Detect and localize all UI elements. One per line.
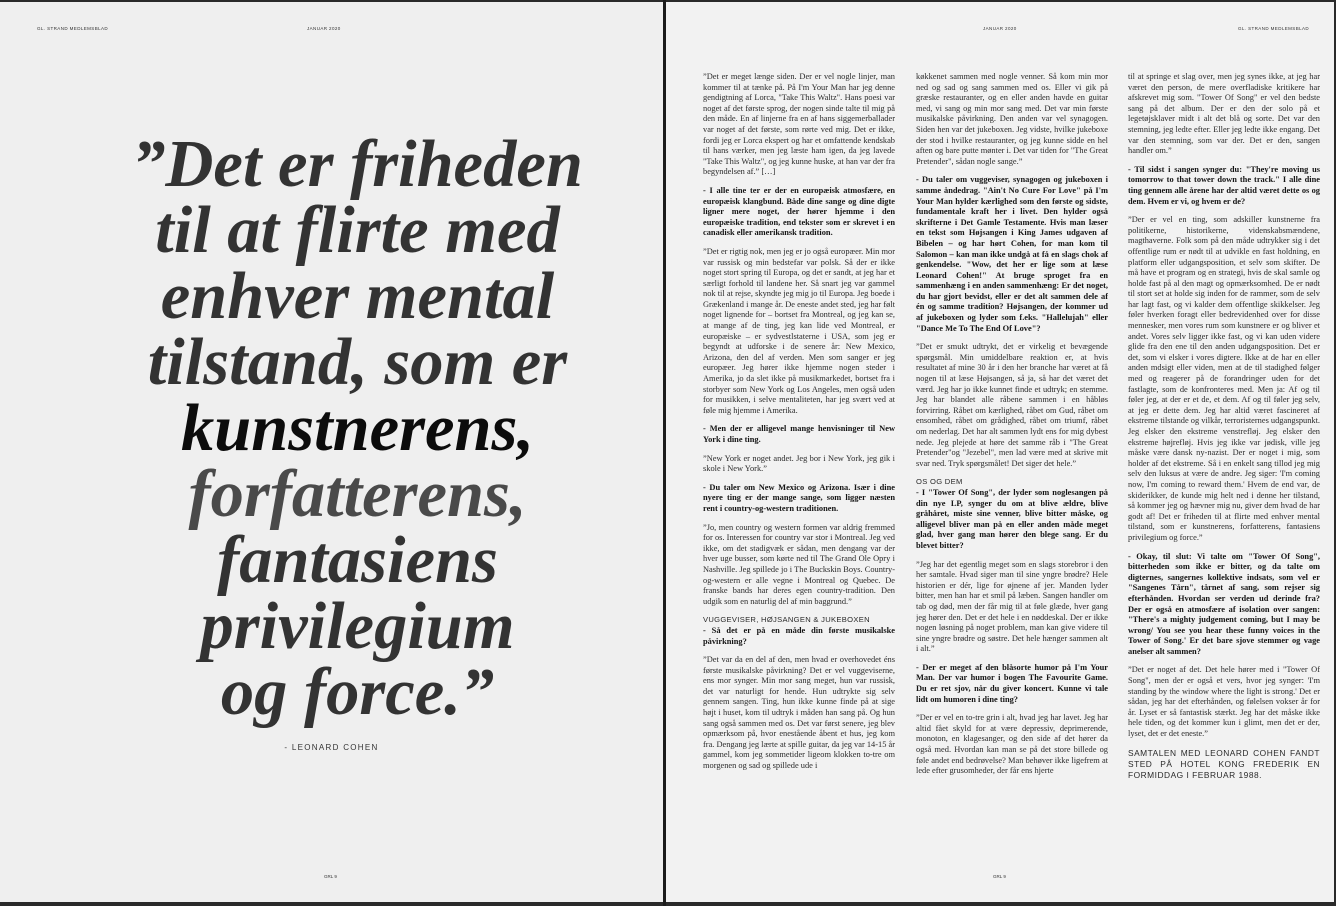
answer-paragraph: ”Det var da en del af den, men hvad er overhovedet éns første musikalske påvirkning? Det er vel vuggeviserne, ens mor synger. Min mor sang meget, hun var russisk, det var naturligt for hende. Hun udtrykte sig selv gennem sangen. Ting, hun ikke kunne finde på at sige højt i huset, kom til udtryk i måden han sang på. Og hun sang også sammen med os. Det var først senere, jeg blev opmærksom på, hvor enestående åbent et hus, jeg kom fra. Dengang jeg lærte at spille guitar, da jeg var 14-15 år gammel, kom jeg sommetider ligeom klokken to-tre om morgenen og sad og spillede ude i — [703, 655, 895, 771]
pull-quote-line: forfatterens, — [188, 458, 527, 531]
text-column-2 — [916, 72, 1108, 868]
text-column-1 — [703, 72, 895, 868]
left-page — [0, 2, 663, 902]
interview-signoff: SAMTALEN MED LEONARD COHEN FANDT STED PÅ HOTEL KONG FREDERIK EN FORMIDDAG I FEBRUAR 1988. — [1128, 747, 1320, 780]
page-folio: GRL 9 — [324, 874, 337, 879]
pull-quote — [70, 128, 645, 729]
answer-paragraph: ”Jeg har det egentlig meget som en slags storebror i den her samtale. Hvad siger man til sine yngre brødre? Hele historien er dér, lige for øjnene af jer. Manden lyder bitter, men han har et smil på læben. Sangen handler om tab og død, men der får mig til at føle glæde, hver gang jeg hører den. Det er det hele i en nøddeskal. Der er ikke nogen løsning på noget problem, man kan give videre til sine yngre brødre og søstre. Det hele hænger sammen alt i alt.” — [916, 559, 1108, 654]
right-page — [666, 2, 1334, 902]
answer-paragraph: til at springe et slag over, men jeg synes ikke, at jeg har været den person, de mere overfladiske kritikere har afskrevet mig som. "Tower Of Song" er vel den bedste sang på det album. Der er den der solo på et legetøjsklaver midt i alt det blå og sorte. Det var den stemning, jeg ledte efter. Eller jeg ledte ikke engang. Det var den stemning, som var der. Det er den, sangen handler om.” — [1128, 72, 1320, 156]
page-folio: GRL 9 — [993, 874, 1006, 879]
question-paragraph: - Men der er alligevel mange henvisninger til New York i dine ting. — [703, 424, 895, 444]
pull-quote-line: enhver mental — [160, 260, 555, 333]
pull-quote-line: tilstand, som er — [147, 326, 568, 399]
pull-quote-line: privilegium — [200, 590, 515, 663]
pull-quote-line: til at flirte med — [155, 194, 560, 267]
answer-paragraph: ”Der er vel en to-tre grin i alt, hvad jeg har lavet. Jeg har altid fået skyld for at være depressiv, deprimerende, monoton, en klagesanger, og den side af det hører da også med. Hvordan kan man se på det store billede og føle andet end bedrøvelse? Man behøver ikke ligefrem at lede efter grusomheder, der får ens hjerte — [916, 713, 1108, 776]
answer-paragraph: ”Det er smukt udtrykt, det er virkelig et bevægende spørgsmål. Min umiddelbare reaktion er, at hvis resultatet af mine 30 år i den her branche har været at få nogen til at læse Højsangen, så ja, så har det været det værd. Jeg har jo ikke kunnet finde et udtryk; en stemme. Jeg har blandet alle råbene sammen i en håbløs forvirring. Råbet om kærlighed, råbet om Gud, råbet om ensomhed, råbet om grådighed, råbet om triumf, råbet om nederlag. Det har alt sammen lydt ens for mig dybest nede. Jeg plejede at høre det samme råb i "The Great Pretender"og "Jezebel", men lad være med at skrive mit svar ned. Tryk spørgsmålet! Det siger det hele.” — [916, 342, 1108, 468]
question-paragraph: - Du taler om New Mexico og Arizona. Især i dine nyere ting er der mange sange, som ligger næsten rent i country-og-western traditionen. — [703, 482, 895, 513]
answer-paragraph: ”Det er noget af det. Det hele hører med i "Tower Of Song", men der er også et vers, hvor jeg synger: 'I'm standing by the window where the light is strong.' Det er sådan, jeg har det efterhånden, og følelsen vokser år for år. Lyset er så fantastisk stærkt. Jeg har det måske ikke hele tiden, og det kommer kun i glimt, men det er der, lyset, det er det eneste.” — [1128, 665, 1320, 739]
pull-quote-line: fantasiens — [217, 524, 498, 597]
question-paragraph: - I "Tower Of Song", der lyder som noglesangen på din nye LP, synger du om at blive ældre, blive gråhåret, miste sine venner, blive bitter måske, og alligevel bliver man på en eller anden måde meget glad, hver gang man hører den blege sang. Er du blevet bitter? — [916, 487, 1108, 550]
question-paragraph: - Til sidst i sangen synger du: "They're moving us tomorrow to that tower down the track." I alle dine ting gennem alle årene har der altid været dette os og dem. Hvem er vi, og hvem er de? — [1128, 164, 1320, 206]
running-header-publication: GL. STRAND MEDLEMSBLAD — [37, 26, 109, 31]
pull-quote-line: kunstnerens, — [181, 392, 534, 465]
question-paragraph: - Du taler om vuggeviser, synagogen og jukeboxen i samme åndedrag. "Ain't No Cure For Love" på I'm Your Man hylder kærlighed som den første og sidste, fundamentale kraft her i livet. Den hylder også skrifterne i Det Gamle Testamente. Hvis man læser en tekst som Højsangen i King James udgaven af Bibelen – og har hørt Cohen, for man kom til Salomon – kan man ikke undgå at få en slags chok af genkendelse. "Wow, det her er lige som at læse Leonard Cohen!" At bruge sproget fra en sammenhæng i en anden sammenhæng: Er det noget, du har gjort bevidst, eller er det alt sammen dele af én og samme tradition? Højsangen, der kommer ud af jukeboxen og lyder som f.eks. "Hallelujah" eller "Dance Me To The End Of Love"? — [916, 175, 1108, 333]
section-heading: OS OG DEM — [916, 477, 963, 487]
pull-quote-line: og force.” — [220, 656, 495, 729]
answer-paragraph: ”Jo, men country og western formen var aldrig fremmed for os. Interessen for country var stor i Montreal. Jeg ved ikke, om det stadigvæk er sådan, men dengang var der hver uge busser, som kørte ned til The Grand Ole Opry i Nashville. Jeg spillede jo i The Buckskin Boys. Country-og-western er alle vegne i Montreal og Quebec. De franske bands har deres egen country-tradition. Den udgik som en naturlig del af min baggrund.” — [703, 522, 895, 606]
answer-paragraph: ”Der er vel en ting, som adskiller kunstnerne fra politikerne, historikerne, videnskabsmændene, magthaverne. Folk som på den måde udtrykker sig i det offentlige rum er nødt til at udvikle en fast holdning, en platform eller udgangsposition, et selv som skifter. De må have et program og en strategi, hvis de skal samle og holde fast på al den magt og opmærksomhed. De er nødt til stort set at holde sig inden for de rammer, som de selv har lagt fast, og vi kalder dem offentlige skikkelser. Jeg føler hverken foragt eller bedrevidenhed over for disse mennesker, men vores rum som kunstnere er og bliver et andet. Vores selv ligger ikke fast, og vi kan uden videre glide fra den ene til den anden udgangsposition. Det er det, som vi elsker i vores digtere. Ikke at de har en eller anden mdsigt eller viden, men at de til stadighed følger med og reagerer på de forandringer uden for det fastlagte, som de konfronteres med. Men ja: Af og til føler jeg, at der er et de, et dem. Af og til føler jeg selv, at jeg er dette dem. Jeg har altid været fascineret af ekstreme tilstande og vilkår, terroristernes udgangspunkt. Jeg elsker den ekstreme venstrefløj. Jeg elsker den ekstreme højrefløj. Hvis jeg ikke var jødisk, ville jeg måske være dansk ny-nazist. Der er noget i mig, som holder af det ekstreme. Så i en enkelt sang tillod jeg mig selv den luksus at være de andre. Jeg siger: 'I'm coming now, I'm coming to reward them.' Hvem de end var, de skiderikker, de kunde mig helt ned i denne her tilstand, så kommer jeg og hævner mig nu, giver dem hvad de har godt af! Det er friheden til at flirte med enhver mental tilstand, som er kunstnerens, forfatterens, fantasiens privilegium og force.” — [1128, 215, 1320, 542]
question-paragraph: - Okay, til slut: Vi talte om "Tower Of Song", bitterheden som ikke er bitter, og da talte om digternes, sangernes kollektive indsats, som vel er "Sangenes Tårn", tårnet af sang, som rejser sig efterhånden. Hvordan ser verden ud derinde fra? Der er også en atmosfære af isolation over sangen: "There's a mighty judgement coming, but I may be wrong/ You see you hear these funny voices in the Tower of Song.' Er det bare sjove stemmer og vage anelser alt sammen? — [1128, 551, 1320, 656]
quote-attribution: - LEONARD COHEN — [284, 743, 379, 752]
running-header-publication: GL. STRAND MEDLEMSBLAD — [1238, 26, 1310, 31]
section-heading: VUGGEVISER, HØJSANGEN & JUKEBOXEN — [703, 615, 870, 625]
answer-paragraph: køkkenet sammen med nogle venner. Så kom min mor ned og sad og sang sammen med os. Eller vi gik på græske restauranter, og en eller anden havde en guitar med, vi sang og min mor sang med. Det var min første musikalske påvirkning. Den anden var vel synagogen. Siden hen var det jukeboxen. Jeg vidste, hvilke jukeboxe der stod i hvilke restauranter, og jeg kunne sidde en hel aften og bare putte mønter i. Det var tiden for "The Great Pretender", sådan nogle sange.” — [916, 72, 1108, 166]
question-paragraph: - I alle tine ter er der en europæisk atmosfære, en europæisk klangbund. Både dine sange og dine digte ligner mere noget, der hører hjemme i den europæiske tradition, end tekster som er skrevet i en canadisk eller amerikansk tradition. — [703, 185, 895, 238]
answer-paragraph: ”New York er noget andet. Jeg bor i New York, jeg gik i skole i New York.” — [703, 453, 895, 474]
pull-quote-line: ”Det er friheden — [132, 128, 583, 201]
answer-paragraph: ”Det er rigtig nok, men jeg er jo også europæer. Min mor var russisk og min bedstefar var polsk. Så der er ikke noget stort spring til Europa, og det er sandt, at jeg har et særligt forhold til landene her. Så snart jeg var gammel nok til at rejse, skyndte jeg mig jo til Europa. Jeg boede i Grækenland i mange år. De eneste andet sted, jeg har følt noget lignende for – bortset fra Montreal, og jeg kan se, at mange af de ting, jeg kan lide ved Montreal, er europæiske – er sydvestlstaterne i USA, som jeg er begyndt at udforske i de senere år: New Mexico, Arizona, den del af verden. Men som sanger er jeg europæer. Jeg hører ikke hjemme nogen steder i Amerika, jo da slet ikke på musikmarkedet, bortset fra i storbyer som New York og Los Angeles, men også uden for musikken, i selve mentaliteten, har jeg svært ved at føle mig hjemme i Amerika. — [703, 246, 895, 415]
running-header-date: JANUAR 2020 — [307, 26, 341, 31]
question-paragraph: - Der er meget af den blåsorte humor på I'm Your Man. Der var humor i bogen The Favourite Game. Du er ret sjov, når du giver koncert. Kunne vi tale lidt om humoren i dine ting? — [916, 662, 1108, 704]
text-column-3 — [1128, 72, 1320, 868]
answer-paragraph: ”Det er meget længe siden. Der er vel nogle linjer, man kommer til at tænke på. På I'm Your Man har jeg denne gendigtning af Lorca, "Take This Waltz". Hans poesi var noget af det første sprog, der nogen sinde talte til mig på den måde. En af linjerne fra en af hans siggemerballader var noget af det første, som rørte ved mig. Det er ikke, fordi jeg er Lorca ekspert og har et omfattende kendskab til hans værker, men jeg læste ham igen, da jeg lavede "Take This Waltz", og jeg kunne huske, at han var der fra begyndelsen af.” […] — [703, 72, 895, 177]
question-paragraph: - Så det er på en måde din første musikalske påvirkning? — [703, 625, 895, 646]
running-header-date: JANUAR 2020 — [983, 26, 1017, 31]
